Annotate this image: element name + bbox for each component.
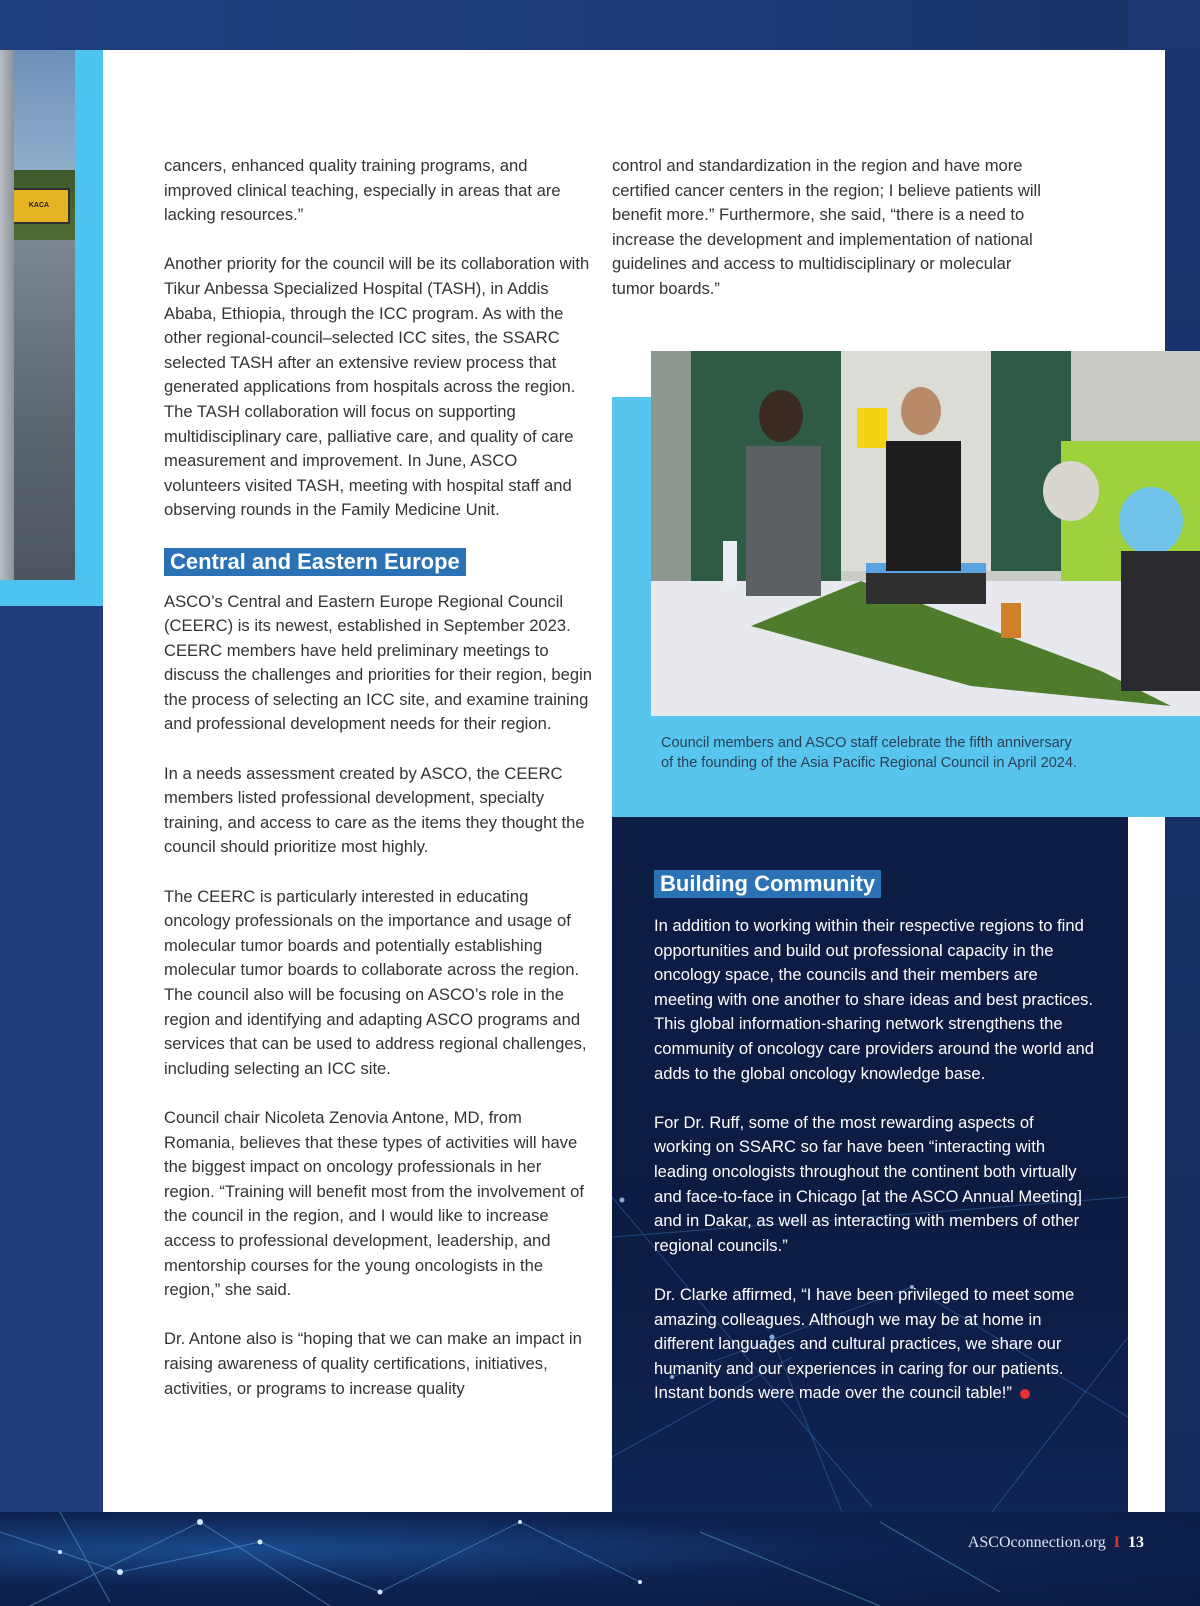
left-cyan-frame — [75, 50, 103, 606]
bottom-network-banner — [0, 1512, 1200, 1606]
photo-illustration — [651, 351, 1200, 716]
network-graphic — [0, 1512, 1200, 1606]
right-text-column — [612, 154, 1052, 326]
end-mark-icon — [1020, 1389, 1030, 1399]
section-heading-ceerc: Central and Eastern Europe — [164, 548, 466, 576]
top-border — [0, 0, 1200, 50]
footer-site-link[interactable]: ASCOconnection.org — [967, 1534, 1106, 1551]
paragraph: Dr. Antone also is “hoping that we can make an impact in raising awareness of quality certifications, initiatives, activities, or programs to increase quality — [164, 1329, 582, 1398]
paragraph: The CEERC is particularly interested in educating oncology professionals on the importance and usage of molecular tumor boards and potentially establishing molecular tumor boards to collaborate across the region. The council also will be focusing on ASCO’s role in the region and identifying and adapting ASCO programs and services that can be used to address regional challenges, including selecting an ICC site. — [164, 886, 587, 1078]
paragraph: Another priority for the council will be its collaboration with Tikur Anbessa Specialized Hospital (TASH), in Addis Ababa, Ethiopia, through the ICC program. As with the other regional-council–selected ICC sites, the SSARC selected TASH after an extensive review process that generated applications from hospitals across the region. The TASH collaboration will focus on supporting multidisciplinary care, palliative care, and quality of care measurement and improvement. In June, ASCO volunteers visited TASH, meeting with hospital staff and observing rounds in the Family Medicine Unit. — [164, 254, 590, 520]
paragraph-final — [654, 1283, 1094, 1406]
paragraph: For Dr. Ruff, some of the most rewarding aspects of working on SSARC so far have been “interacting with leading oncologists throughout the continent both virtually and face-to-face in Chicago [at the ASCO Annual Meeting] and in Dakar, as well as interacting with members of other regional councils.” — [654, 1112, 1083, 1255]
paragraph: In addition to working within their respective regions to find opportunities and build out professional capacity in the oncology space, the councils and their members are meeting with one another to share ideas and best practices. This global information-sharing network strengthens the community of oncology care providers around the world and adds to the global oncology knowledge base. — [654, 916, 1094, 1083]
section-heading-building-community: Building Community — [654, 870, 881, 898]
paragraph: Council chair Nicoleta Zenovia Antone, MD, from Romania, believes that these types of activities will have the biggest impact on oncology professionals in her region. “Training will benefit most from the involvement of the council in the region, and I would like to increase access to professional development, leadership, and mentorship courses for the young oncologists in the region,” she said. — [164, 1107, 584, 1300]
page-footer — [968, 1534, 1144, 1552]
page-number: 13 — [1128, 1534, 1144, 1551]
paragraph: cancers, enhanced quality training programs, and improved clinical teaching, especially in areas that are lacking resources.” — [164, 156, 561, 225]
left-cyan-frame-bottom — [0, 580, 103, 606]
footer-separator: I — [1113, 1534, 1120, 1551]
paragraph: In a needs assessment created by ASCO, the CEERC members listed professional development, specialty training, and access to care as the items they thought the council should prioritize most highly. — [164, 763, 585, 857]
building-community-text — [654, 870, 1094, 1430]
road-sign: KACA — [8, 188, 70, 224]
paragraph-text: Dr. Clarke affirmed, “I have been privileged to meet some amazing colleagues. Although we may be at home in different languages and cultural practices, we share our humanity and our experiences in caring for our patients. Instant bonds were made over the council table!” — [654, 1284, 1075, 1403]
left-photo-strip — [0, 50, 75, 606]
photo-caption: Council members and ASCO staff celebrate the fifth anniversary of the founding of the Asia Pacific Regional Council in April 2024. — [661, 735, 1077, 771]
left-text-column — [164, 154, 592, 1426]
paragraph: ASCO’s Central and Eastern Europe Regional Council (CEERC) is its newest, established in September 2023. CEERC members have held preliminary meetings to discuss the challenges and priorities for their region, begin the process of selecting an ICC site, and examine training and professional development needs for their region. — [164, 591, 592, 734]
paragraph: control and standardization in the region and have more certified cancer centers in the region; I believe patients will benefit more.” Furthermore, she said, “there is a need to increase the development and implementation of national guidelines and access to multidisciplinary or molecular tumor boards.” — [612, 156, 1041, 298]
council-celebration-photo — [651, 351, 1200, 716]
